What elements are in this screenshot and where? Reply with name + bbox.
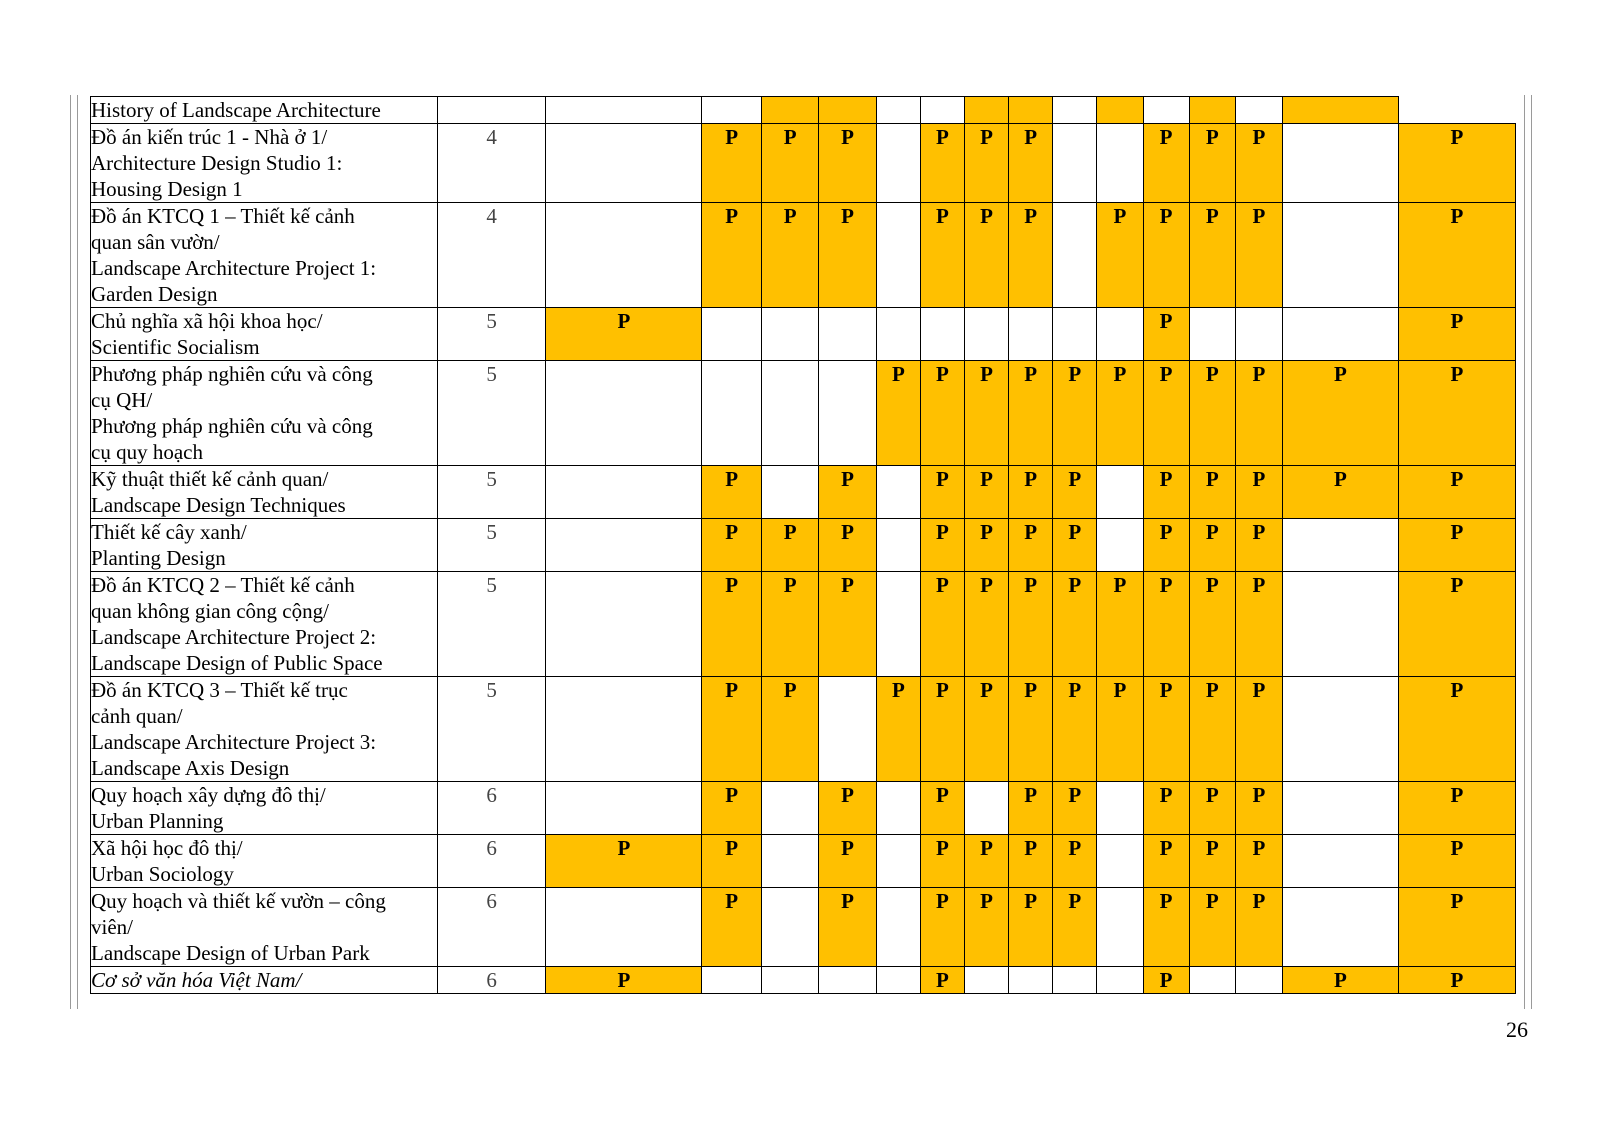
outcome-cell: P: [1189, 677, 1235, 782]
outcome-cell: P: [965, 466, 1009, 519]
outcome-cell: P: [1143, 782, 1189, 835]
outcome-cell: P: [965, 888, 1009, 967]
course-name-cell: Cơ sở văn hóa Việt Nam/: [91, 967, 438, 994]
outcome-cell: [702, 967, 762, 994]
outcome-cell: [546, 361, 702, 466]
outcome-cell: [546, 124, 702, 203]
outcome-cell: P: [1097, 677, 1143, 782]
outcome-cell: P: [1283, 466, 1399, 519]
outcome-cell: P: [920, 519, 964, 572]
outcome-cell: [702, 308, 762, 361]
outcome-cell: P: [702, 835, 762, 888]
outcome-cell: [1009, 97, 1053, 124]
outcome-cell: [1053, 97, 1097, 124]
outcome-cell: [1283, 572, 1399, 677]
outcome-cell: [920, 97, 964, 124]
outcome-cell: P: [1143, 124, 1189, 203]
course-name-cell: History of Landscape Architecture: [91, 97, 438, 124]
outcome-cell: P: [1235, 203, 1282, 308]
semester-cell: 4: [437, 203, 546, 308]
outcome-cell: [1283, 203, 1399, 308]
outcome-cell: P: [761, 203, 818, 308]
outcome-cell: [819, 97, 876, 124]
outcome-cell: [819, 308, 876, 361]
outcome-cell: [1097, 308, 1143, 361]
outcome-cell: [876, 124, 920, 203]
outcome-cell: P: [1009, 124, 1053, 203]
outcome-cell: P: [1235, 361, 1282, 466]
outcome-cell: P: [1053, 677, 1097, 782]
table-row: [91, 888, 1516, 967]
outcome-cell: [761, 888, 818, 967]
semester-cell: 5: [437, 572, 546, 677]
semester-cell: 6: [437, 835, 546, 888]
outcome-cell: P: [1053, 466, 1097, 519]
outcome-cell: P: [702, 466, 762, 519]
outcome-cell: [1097, 967, 1143, 994]
semester-cell: 6: [437, 967, 546, 994]
outcome-cell: P: [1189, 888, 1235, 967]
semester-cell: 5: [437, 361, 546, 466]
outcome-cell: P: [1009, 203, 1053, 308]
outcome-cell: P: [965, 124, 1009, 203]
outcome-cell: [702, 97, 762, 124]
outcome-cell: [965, 97, 1009, 124]
table-row: [91, 124, 1516, 203]
outcome-cell: [1283, 888, 1399, 967]
outcome-cell: [1143, 97, 1189, 124]
outcome-cell: P: [1097, 572, 1143, 677]
course-name-cell: Đồ án KTCQ 1 – Thiết kế cảnh quan sân vườn/ Landscape Architecture Project 1: Garden Design: [91, 203, 438, 308]
outcome-cell: [876, 203, 920, 308]
outcome-cell: P: [1283, 361, 1399, 466]
outcome-cell: [761, 466, 818, 519]
outcome-cell: P: [819, 519, 876, 572]
table-row: [91, 967, 1516, 994]
course-name-cell: Đồ án kiến trúc 1 - Nhà ở 1/ Architecture Design Studio 1: Housing Design 1: [91, 124, 438, 203]
outcome-cell: [1053, 967, 1097, 994]
outcome-cell: [761, 97, 818, 124]
outcome-cell: [965, 967, 1009, 994]
outcome-cell: P: [920, 203, 964, 308]
course-name-cell: Phương pháp nghiên cứu và công cụ QH/ Phương pháp nghiên cứu và công cụ quy hoạch: [91, 361, 438, 466]
outcome-cell: [1283, 308, 1399, 361]
outcome-cell: P: [1235, 124, 1282, 203]
outcome-cell: P: [1398, 466, 1515, 519]
outcome-cell: P: [1235, 782, 1282, 835]
outcome-cell: P: [920, 782, 964, 835]
outcome-cell: [1097, 124, 1143, 203]
outcome-cell: P: [1398, 308, 1515, 361]
outcome-cell: P: [1398, 888, 1515, 967]
outcome-cell: P: [920, 835, 964, 888]
outcome-cell: P: [702, 203, 762, 308]
outcome-cell: P: [1189, 361, 1235, 466]
outcome-cell: [1097, 519, 1143, 572]
outcome-cell: P: [920, 677, 964, 782]
outcome-cell: [546, 572, 702, 677]
course-outcome-matrix: [90, 96, 1516, 994]
outcome-cell: [761, 782, 818, 835]
outcome-cell: P: [702, 677, 762, 782]
outcome-cell: P: [761, 677, 818, 782]
outcome-cell: P: [1398, 967, 1515, 994]
outcome-cell: [1235, 308, 1282, 361]
outcome-cell: P: [965, 835, 1009, 888]
course-name-cell: Chủ nghĩa xã hội khoa học/ Scientific Socialism: [91, 308, 438, 361]
outcome-cell: P: [1398, 519, 1515, 572]
outcome-cell: [761, 308, 818, 361]
table-row: [91, 519, 1516, 572]
outcome-cell: P: [1235, 677, 1282, 782]
outcome-cell: [546, 677, 702, 782]
outcome-cell: [1053, 124, 1097, 203]
outcome-cell: P: [1053, 835, 1097, 888]
semester-cell: 5: [437, 308, 546, 361]
course-name-cell: Kỹ thuật thiết kế cảnh quan/ Landscape Design Techniques: [91, 466, 438, 519]
outcome-cell: P: [761, 572, 818, 677]
outcome-cell: P: [1009, 888, 1053, 967]
matrix-body: [91, 97, 1516, 994]
outcome-cell: [876, 835, 920, 888]
outcome-cell: P: [819, 782, 876, 835]
outcome-cell: P: [876, 361, 920, 466]
outcome-cell: P: [1053, 888, 1097, 967]
outcome-cell: [761, 967, 818, 994]
outcome-cell: P: [1189, 572, 1235, 677]
outcome-cell: P: [1235, 835, 1282, 888]
outcome-cell: P: [819, 124, 876, 203]
outcome-cell: [1189, 97, 1235, 124]
outcome-cell: P: [1189, 519, 1235, 572]
outcome-cell: P: [965, 677, 1009, 782]
outcome-cell: P: [1009, 782, 1053, 835]
table-row: [91, 97, 1516, 124]
outcome-cell: P: [1143, 466, 1189, 519]
outcome-cell: [1283, 782, 1399, 835]
outcome-cell: P: [1189, 466, 1235, 519]
outcome-cell: [702, 361, 762, 466]
page-number: 26: [1506, 1017, 1528, 1042]
outcome-cell: [1053, 308, 1097, 361]
outcome-cell: P: [920, 572, 964, 677]
outcome-cell: P: [702, 519, 762, 572]
outcome-cell: P: [546, 835, 702, 888]
outcome-cell: P: [1143, 888, 1189, 967]
table-row: [91, 677, 1516, 782]
outcome-cell: [965, 782, 1009, 835]
outcome-cell: P: [920, 124, 964, 203]
outcome-cell: [546, 203, 702, 308]
course-name-cell: Đồ án KTCQ 2 – Thiết kế cảnh quan không gian công cộng/ Landscape Architecture Project 2: Landscape Design of Public Space: [91, 572, 438, 677]
outcome-cell: [1009, 967, 1053, 994]
outcome-cell: P: [965, 203, 1009, 308]
outcome-cell: P: [546, 967, 702, 994]
outcome-cell: [1189, 308, 1235, 361]
outcome-cell: P: [546, 308, 702, 361]
outcome-cell: [876, 97, 920, 124]
outcome-cell: [546, 519, 702, 572]
table-row: [91, 361, 1516, 466]
outcome-cell: P: [702, 888, 762, 967]
outcome-cell: [876, 466, 920, 519]
table-row: [91, 466, 1516, 519]
semester-cell: 5: [437, 677, 546, 782]
outcome-cell: P: [819, 835, 876, 888]
table-row: [91, 572, 1516, 677]
outcome-cell: [819, 677, 876, 782]
outcome-cell: [876, 888, 920, 967]
outcome-cell: P: [702, 124, 762, 203]
outcome-cell: P: [1143, 361, 1189, 466]
outcome-cell: [876, 308, 920, 361]
outcome-cell: [1097, 466, 1143, 519]
outcome-cell: P: [1189, 782, 1235, 835]
outcome-cell: P: [1235, 466, 1282, 519]
outcome-cell: P: [702, 782, 762, 835]
outcome-cell: P: [1009, 519, 1053, 572]
outcome-cell: P: [1097, 203, 1143, 308]
outcome-cell: P: [1398, 782, 1515, 835]
outcome-cell: P: [819, 572, 876, 677]
outcome-cell: P: [1398, 835, 1515, 888]
outcome-cell: P: [1143, 967, 1189, 994]
outcome-cell: [1283, 97, 1399, 124]
outcome-cell: P: [920, 466, 964, 519]
outcome-cell: P: [1009, 466, 1053, 519]
outcome-cell: [1283, 677, 1399, 782]
outcome-cell: [1283, 124, 1399, 203]
outcome-cell: P: [1009, 835, 1053, 888]
outcome-cell: P: [1053, 519, 1097, 572]
outcome-cell: P: [1235, 519, 1282, 572]
outcome-cell: [819, 361, 876, 466]
outcome-cell: [920, 308, 964, 361]
outcome-cell: P: [761, 519, 818, 572]
semester-cell: [437, 97, 546, 124]
outcome-cell: [1097, 835, 1143, 888]
outcome-cell: [819, 967, 876, 994]
course-name-cell: Quy hoạch xây dựng đô thị/ Urban Planning: [91, 782, 438, 835]
outcome-cell: P: [920, 888, 964, 967]
outcome-cell: [965, 308, 1009, 361]
outcome-cell: [1097, 97, 1143, 124]
outcome-cell: [1283, 835, 1399, 888]
outcome-cell: P: [1398, 361, 1515, 466]
table-row: [91, 308, 1516, 361]
outcome-cell: P: [1009, 572, 1053, 677]
outcome-cell: P: [819, 466, 876, 519]
outcome-cell: P: [1398, 677, 1515, 782]
outcome-cell: P: [1235, 572, 1282, 677]
outcome-cell: P: [965, 361, 1009, 466]
outcome-cell: P: [1398, 203, 1515, 308]
outcome-cell: [1283, 519, 1399, 572]
outcome-cell: [546, 782, 702, 835]
course-name-cell: Đồ án KTCQ 3 – Thiết kế trục cảnh quan/ Landscape Architecture Project 3: Landscape Axis Design: [91, 677, 438, 782]
outcome-cell: [1235, 97, 1282, 124]
table-row: [91, 835, 1516, 888]
semester-cell: 5: [437, 519, 546, 572]
outcome-cell: [546, 97, 702, 124]
semester-cell: 6: [437, 888, 546, 967]
outcome-cell: P: [1189, 124, 1235, 203]
table-row: [91, 782, 1516, 835]
outcome-cell: P: [1143, 308, 1189, 361]
outcome-cell: P: [1143, 677, 1189, 782]
outcome-cell: P: [1053, 782, 1097, 835]
outcome-cell: P: [1189, 203, 1235, 308]
table-row: [91, 203, 1516, 308]
outcome-cell: P: [1009, 677, 1053, 782]
outcome-cell: P: [1143, 519, 1189, 572]
outcome-cell: P: [1143, 835, 1189, 888]
outcome-cell: [761, 835, 818, 888]
outcome-cell: [761, 361, 818, 466]
outcome-cell: P: [702, 572, 762, 677]
semester-cell: 5: [437, 466, 546, 519]
outcome-cell: [876, 519, 920, 572]
outcome-cell: P: [876, 677, 920, 782]
outcome-cell: [1053, 203, 1097, 308]
outcome-cell: [546, 888, 702, 967]
outcome-cell: P: [1053, 361, 1097, 466]
outcome-cell: P: [920, 967, 964, 994]
course-name-cell: Xã hội học đô thị/ Urban Sociology: [91, 835, 438, 888]
outcome-cell: P: [1235, 888, 1282, 967]
course-name-cell: Thiết kế cây xanh/ Planting Design: [91, 519, 438, 572]
semester-cell: 4: [437, 124, 546, 203]
outcome-cell: P: [819, 888, 876, 967]
semester-cell: 6: [437, 782, 546, 835]
outcome-cell: P: [1398, 124, 1515, 203]
outcome-cell: P: [1283, 967, 1399, 994]
outcome-cell: P: [1097, 361, 1143, 466]
outcome-cell: [1097, 782, 1143, 835]
outcome-cell: [1235, 967, 1282, 994]
outcome-cell: P: [1189, 835, 1235, 888]
outcome-cell: [1097, 888, 1143, 967]
outcome-cell: P: [761, 124, 818, 203]
outcome-cell: [876, 967, 920, 994]
outcome-cell: P: [819, 203, 876, 308]
outcome-cell: P: [920, 361, 964, 466]
outcome-cell: [546, 466, 702, 519]
outcome-cell: [876, 782, 920, 835]
outcome-cell: P: [1143, 572, 1189, 677]
outcome-cell: [876, 572, 920, 677]
outcome-cell: P: [1053, 572, 1097, 677]
outcome-cell: [1189, 967, 1235, 994]
outcome-cell: [1009, 308, 1053, 361]
outcome-cell: P: [965, 519, 1009, 572]
outcome-cell: P: [965, 572, 1009, 677]
outcome-cell: P: [1009, 361, 1053, 466]
course-name-cell: Quy hoạch và thiết kế vườn – công viên/ Landscape Design of Urban Park: [91, 888, 438, 967]
outcome-cell: P: [1398, 572, 1515, 677]
outcome-cell: P: [1143, 203, 1189, 308]
